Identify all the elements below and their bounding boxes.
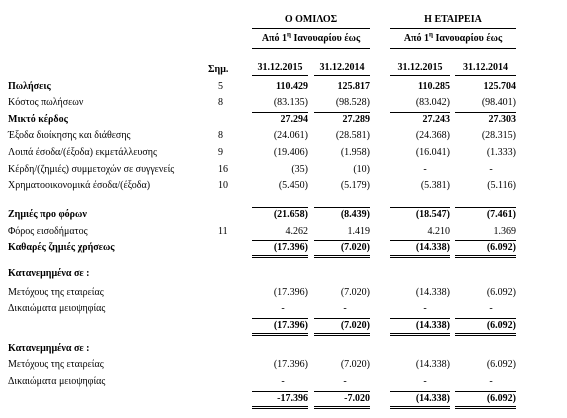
row-label: Λοιπά έσοδα/(έξοδα) εκμετάλλευσης	[8, 147, 157, 158]
row-value: (83.042)	[415, 97, 450, 108]
row-label: Μετόχους της εταιρείας	[8, 359, 104, 370]
subtotal-line	[314, 240, 370, 241]
total-double-line	[390, 406, 450, 407]
row-value: -7.020	[344, 393, 370, 404]
row-value: -	[281, 303, 285, 314]
row-label: Έξοδα διοίκησης και διάθεσης	[8, 130, 131, 141]
subtotal-line	[390, 240, 450, 241]
row-note: 8	[218, 130, 223, 141]
row-value: (6.092)	[486, 359, 516, 370]
subtotal-line	[455, 240, 516, 241]
row-value: (28.581)	[335, 130, 370, 141]
row-value: (19.406)	[273, 147, 308, 158]
total-double-line	[455, 335, 516, 336]
row-value: (83.135)	[273, 97, 308, 108]
row-label: Δικαιώματα μειοψηφίας	[8, 376, 106, 387]
date-header-1: 31.12.2015	[257, 62, 303, 73]
row-label: Φόρος εισοδήματος	[8, 226, 88, 237]
row-value: (17.396)	[273, 320, 308, 331]
date-header-3: 31.12.2015	[397, 62, 443, 73]
row-note: 16	[218, 164, 228, 175]
date-header-2: 31.12.2014	[319, 62, 365, 73]
total-double-line	[455, 406, 516, 407]
subtotal-line	[314, 112, 370, 113]
subtotal-line	[455, 318, 516, 319]
row-value: (6.092)	[486, 287, 516, 298]
row-value: 125.817	[337, 81, 370, 92]
row-value: (14.338)	[415, 320, 450, 331]
row-value: (8.439)	[340, 209, 370, 220]
date-header-4: 31.12.2014	[463, 62, 508, 73]
row-label: Χρηματοοικονομικά έσοδα/(έξοδα)	[8, 180, 151, 191]
row-value: (18.547)	[415, 209, 450, 220]
row-value: -	[423, 376, 427, 387]
company-header: Η ΕΤΑΙΡΕΙΑ	[424, 14, 482, 25]
subtotal-line	[455, 207, 516, 208]
row-value: (7.020)	[340, 320, 370, 331]
row-value: 27.294	[280, 114, 308, 125]
row-note: 8	[218, 97, 223, 108]
subtotal-line	[390, 318, 450, 319]
row-label: Μικτό κέρδος	[8, 114, 68, 125]
row-label: Κόστος πωλήσεων	[8, 97, 84, 108]
row-value: (14.338)	[415, 359, 450, 370]
row-value: (14.338)	[415, 287, 450, 298]
total-double-line	[390, 408, 450, 409]
row-value: (24.061)	[273, 130, 308, 141]
row-label: Κέρδη/(ζημιές) συμμετοχών σε συγγενείς	[8, 164, 175, 175]
group-period-line	[252, 48, 370, 49]
subtotal-line	[390, 207, 450, 208]
subtotal-line	[390, 112, 450, 113]
row-value: 27.289	[342, 114, 370, 125]
row-value: (16.041)	[415, 147, 450, 158]
row-value: -	[343, 303, 347, 314]
subtotal-line	[252, 112, 308, 113]
row-value: (7.020)	[340, 242, 370, 253]
row-value: (14.338)	[415, 393, 450, 404]
subtotal-line	[314, 391, 370, 392]
row-value: (17.396)	[273, 359, 308, 370]
row-value: -	[423, 303, 427, 314]
row-value: (10)	[353, 164, 370, 175]
total-double-line	[314, 408, 370, 409]
row-value: (98.401)	[481, 97, 516, 108]
row-value: (7.020)	[340, 287, 370, 298]
note-column-header: Σημ.	[208, 64, 229, 75]
group-header-line	[252, 28, 370, 29]
row-value: 4.262	[285, 226, 308, 237]
subtotal-line	[390, 391, 450, 392]
total-double-line	[455, 255, 516, 256]
total-double-line	[390, 255, 450, 256]
subtotal-line	[252, 318, 308, 319]
date-line-3	[390, 75, 450, 76]
row-value: (6.092)	[486, 393, 516, 404]
total-double-line	[252, 335, 308, 336]
row-value: (17.396)	[273, 242, 308, 253]
row-label: Πωλήσεις	[8, 81, 51, 92]
row-value: -	[489, 303, 493, 314]
total-double-line	[390, 335, 450, 336]
row-value: (14.338)	[415, 242, 450, 253]
total-double-line	[314, 333, 370, 334]
row-value: (7.020)	[340, 359, 370, 370]
total-double-line	[314, 335, 370, 336]
date-line-1	[252, 75, 308, 76]
row-value: 110.429	[276, 81, 308, 92]
row-value: (7.461)	[486, 209, 516, 220]
row-label: Δικαιώματα μειοψηφίας	[8, 303, 106, 314]
row-value: (6.092)	[486, 242, 516, 253]
row-value: -	[489, 164, 493, 175]
subtotal-line	[252, 207, 308, 208]
subtotal-line	[455, 112, 516, 113]
row-value: (5.450)	[278, 180, 308, 191]
row-value: (5.179)	[340, 180, 370, 191]
row-value: (24.368)	[415, 130, 450, 141]
row-value: (98.528)	[335, 97, 370, 108]
company-header-line	[390, 28, 516, 29]
row-value: 1.369	[493, 226, 516, 237]
date-line-4	[455, 75, 516, 76]
row-note: 10	[218, 180, 228, 191]
group-period-header: Από $1^\eta$ Ιανουαρίου έως	[261, 30, 361, 44]
row-note: 11	[218, 226, 228, 237]
company-period-line	[390, 48, 516, 49]
total-double-line	[314, 406, 370, 407]
row-value: -17.396	[277, 393, 308, 404]
subtotal-line	[314, 318, 370, 319]
row-label: Καθαρές ζημιές χρήσεως	[8, 242, 115, 253]
total-double-line	[390, 333, 450, 334]
total-double-line	[390, 257, 450, 258]
row-label: Κατανεμημένα σε :	[8, 343, 90, 354]
row-value: (5.116)	[487, 180, 516, 191]
row-value: 125.704	[483, 81, 516, 92]
row-note: 9	[218, 147, 223, 158]
row-value: (6.092)	[486, 320, 516, 331]
row-label: Κατανεμημένα σε :	[8, 268, 90, 279]
row-value: 27.303	[488, 114, 516, 125]
row-value: -	[489, 376, 493, 387]
company-period-header: Από $1^\eta$ Ιανουαρίου έως	[403, 30, 503, 44]
row-value: -	[281, 376, 285, 387]
total-double-line	[252, 257, 308, 258]
row-value: 4.210	[427, 226, 450, 237]
row-value: (35)	[291, 164, 308, 175]
row-value: (17.396)	[273, 287, 308, 298]
total-double-line	[252, 408, 308, 409]
total-double-line	[314, 257, 370, 258]
subtotal-line	[455, 391, 516, 392]
total-double-line	[252, 406, 308, 407]
row-note: 5	[218, 81, 223, 92]
total-double-line	[455, 257, 516, 258]
total-double-line	[252, 333, 308, 334]
date-line-2	[314, 75, 370, 76]
row-value: 110.285	[418, 81, 450, 92]
group-header: Ο ΟΜΙΛΟΣ	[284, 14, 338, 25]
subtotal-line	[314, 207, 370, 208]
row-value: (21.658)	[273, 209, 308, 220]
row-value: -	[343, 376, 347, 387]
total-double-line	[314, 255, 370, 256]
total-double-line	[455, 333, 516, 334]
row-value: -	[423, 164, 427, 175]
row-value: (1.333)	[486, 147, 516, 158]
subtotal-line	[252, 240, 308, 241]
row-value: 27.243	[422, 114, 450, 125]
total-double-line	[252, 255, 308, 256]
row-value: 1.419	[347, 226, 370, 237]
subtotal-line	[252, 391, 308, 392]
row-value: (28.315)	[481, 130, 516, 141]
total-double-line	[455, 408, 516, 409]
row-label: Ζημιές προ φόρων	[8, 209, 87, 220]
row-value: (5.381)	[420, 180, 450, 191]
row-label: Μετόχους της εταιρείας	[8, 287, 104, 298]
row-value: (1.958)	[340, 147, 370, 158]
